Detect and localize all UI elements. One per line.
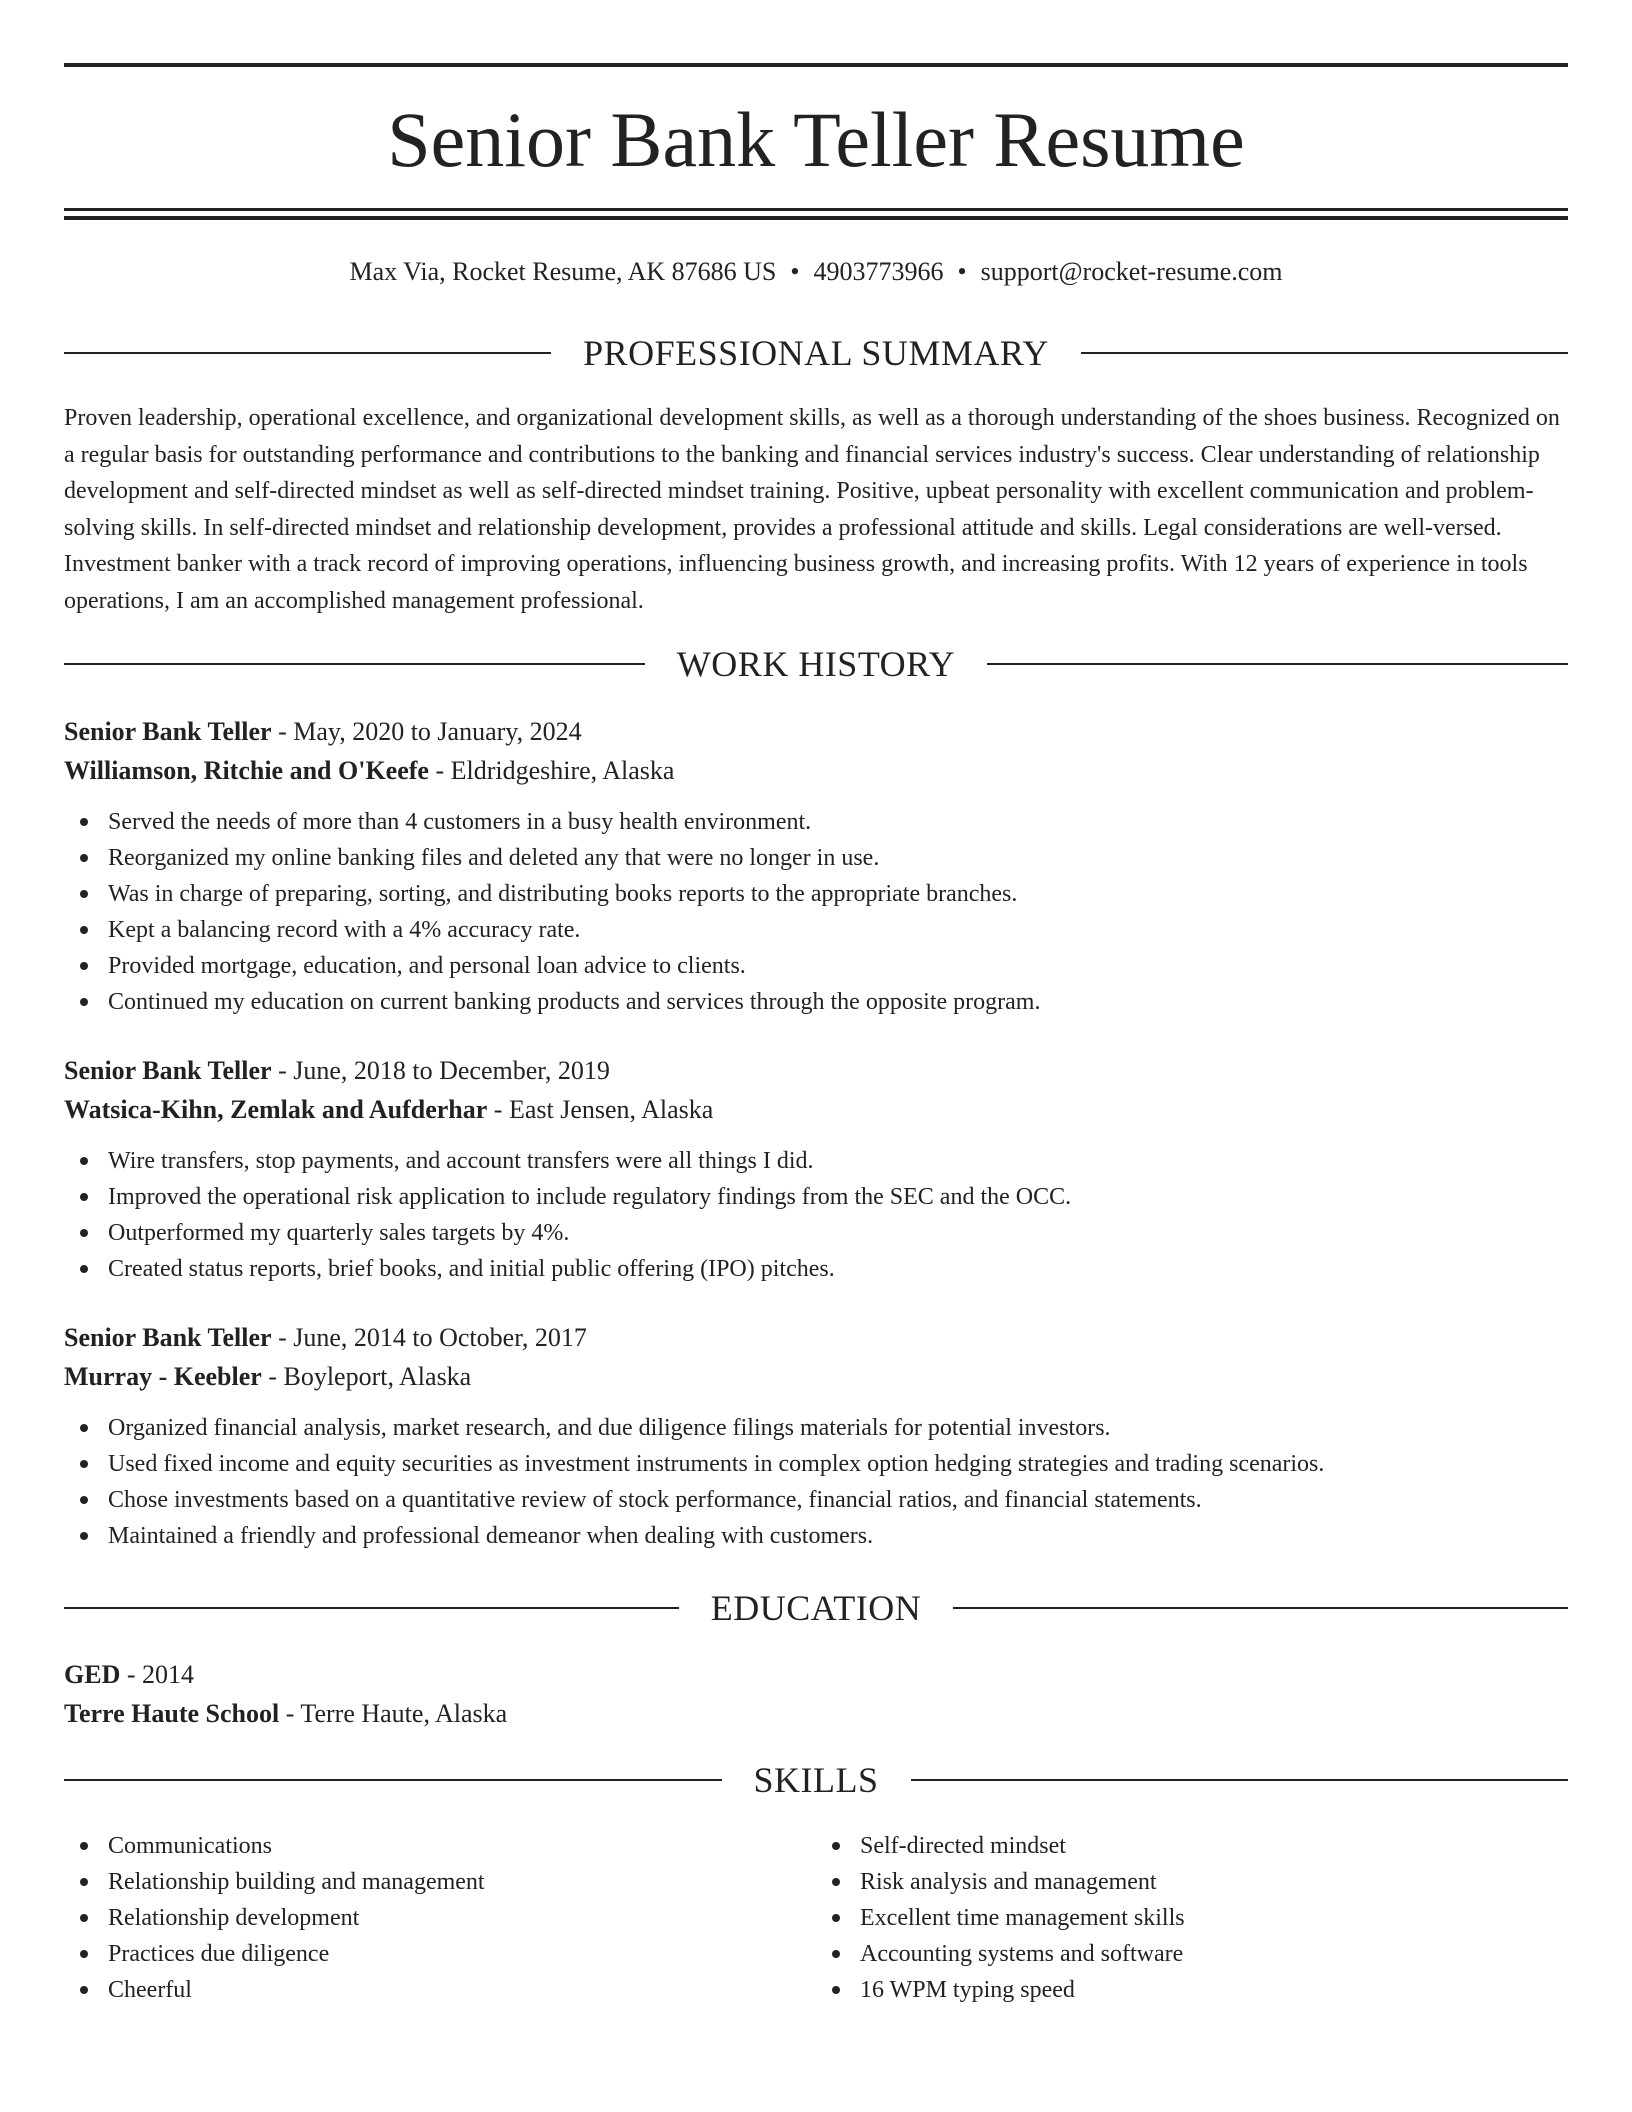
section-rule-left: [64, 663, 645, 665]
job-title: Senior Bank Teller: [64, 1056, 272, 1085]
list-item: [816, 1900, 1568, 1936]
contact-address: Max Via, Rocket Resume, AK 87686 US: [349, 257, 777, 286]
list-item: [64, 1900, 816, 1936]
bullet-text: Created status reports, brief books, and initial public offering (IPO) pitches.: [108, 1256, 835, 1282]
list-item: [64, 984, 1568, 1020]
contact-separator: •: [957, 257, 967, 286]
list-item: [64, 1410, 1568, 1446]
bullet-text: Wire transfers, stop payments, and account transfers were all things I did.: [108, 1148, 814, 1174]
skill-text: Risk analysis and management: [860, 1869, 1157, 1895]
section-title-skills: SKILLS: [753, 1760, 879, 1800]
job-entry: [64, 1051, 1568, 1287]
skill-text: Self-directed mindset: [860, 1833, 1066, 1859]
skill-text: Excellent time management skills: [860, 1905, 1185, 1931]
section-title-summary: PROFESSIONAL SUMMARY: [583, 333, 1049, 373]
skills-column-right: [816, 1828, 1568, 2008]
bullet-text: Was in charge of preparing, sorting, and distributing books reports to the appropriate branches.: [108, 881, 1018, 907]
section-rule-left: [64, 1779, 722, 1781]
job-bullets: [64, 1143, 1568, 1287]
list-item: [64, 1972, 816, 2008]
title-rule-thin: [64, 208, 1568, 211]
section-header-education: [64, 1586, 1568, 1630]
section-header-summary: [64, 331, 1568, 375]
bullet-dot: [832, 1842, 840, 1850]
list-item: [64, 1215, 1568, 1251]
job-location: - Eldridgeshire, Alaska: [428, 756, 675, 785]
job-location: - Boyleport, Alaska: [261, 1362, 472, 1391]
bullet-dot: [80, 1496, 88, 1504]
skill-text: Relationship building and management: [108, 1869, 485, 1895]
bullet-dot: [80, 1914, 88, 1922]
bullet-dot: [80, 1842, 88, 1850]
contact-line: [64, 254, 1568, 290]
title-rule-thick: [64, 216, 1568, 220]
bullet-text: Used fixed income and equity securities as investment instruments in complex option hedging strategies and trading scenarios.: [108, 1451, 1325, 1477]
section-header-skills: [64, 1758, 1568, 1802]
job-bullets: [64, 804, 1568, 1020]
list-item: [64, 1936, 816, 1972]
education-school: Terre Haute School: [64, 1699, 280, 1728]
bullet-text: Continued my education on current banking products and services through the opposite program.: [108, 989, 1041, 1015]
bullet-text: Outperformed my quarterly sales targets by 4%.: [108, 1220, 570, 1246]
list-item: [64, 912, 1568, 948]
job-title-line: [64, 1051, 1568, 1090]
list-item: [816, 1936, 1568, 1972]
job-company-line: [64, 1357, 1568, 1396]
bullet-text: Improved the operational risk application to include regulatory findings from the SEC and the OCC.: [108, 1184, 1072, 1210]
bullet-dot: [832, 1950, 840, 1958]
bullet-dot: [832, 1986, 840, 1994]
list-item: [816, 1828, 1568, 1864]
education-location: - Terre Haute, Alaska: [279, 1699, 508, 1728]
job-title-line: [64, 1318, 1568, 1357]
education-degree-line: [64, 1655, 1568, 1694]
list-item: [64, 1518, 1568, 1554]
education-entry: [64, 1655, 1568, 1733]
job-entry: [64, 1318, 1568, 1554]
bullet-text: Organized financial analysis, market research, and due diligence filings materials for potential investors.: [108, 1415, 1111, 1441]
bullet-dot: [80, 854, 88, 862]
section-rule-right: [911, 1779, 1569, 1781]
skill-text: Relationship development: [108, 1905, 360, 1931]
summary-text: Proven leadership, operational excellence, and organizational development skills, as well as a thorough understanding of the shoes business. Recognized on a regular basis for outstanding performance and contributions to the banking and financial services industry's success. Clear understanding of relationship development and self-directed mindset as well as self-directed mindset training. Positive, upbeat personality with excellent communication and problem-solving skills. In self-directed mindset and relationship development, provides a professional attitude and skills. Legal considerations are well-versed. Investment banker with a track record of improving operations, influencing business growth, and increasing profits. With 12 years of experience in tools operations, I am an accomplished management professional.: [64, 405, 1560, 614]
contact-email: support@rocket-resume.com: [980, 257, 1283, 286]
bullet-dot: [80, 1193, 88, 1201]
skills-column-left: [64, 1828, 816, 2008]
bullet-text: Chose investments based on a quantitative review of stock performance, financial ratios, and financial statements.: [108, 1487, 1202, 1513]
list-item: [64, 1482, 1568, 1518]
list-item: [64, 1446, 1568, 1482]
bullet-text: Kept a balancing record with a 4% accuracy rate.: [108, 917, 581, 943]
bullet-text: Reorganized my online banking files and deleted any that were no longer in use.: [108, 845, 880, 871]
bullet-dot: [80, 1532, 88, 1540]
section-rule-left: [64, 1607, 679, 1609]
bullet-dot: [80, 1460, 88, 1468]
job-dates: - June, 2018 to December, 2019: [271, 1056, 610, 1085]
bullet-dot: [80, 1878, 88, 1886]
job-dates: - May, 2020 to January, 2024: [271, 717, 582, 746]
education-degree: GED: [64, 1660, 121, 1689]
bullet-text: Maintained a friendly and professional demeanor when dealing with customers.: [108, 1523, 874, 1549]
bullet-dot: [80, 1950, 88, 1958]
job-bullets: [64, 1410, 1568, 1554]
bullet-dot: [80, 1157, 88, 1165]
section-rule-right: [953, 1607, 1568, 1609]
bullet-dot: [80, 1229, 88, 1237]
bullet-text: Provided mortgage, education, and personal loan advice to clients.: [108, 953, 746, 979]
bullet-dot: [832, 1878, 840, 1886]
section-title-education: EDUCATION: [710, 1588, 922, 1628]
bullet-dot: [80, 818, 88, 826]
bullet-dot: [832, 1914, 840, 1922]
section-rule-right: [987, 663, 1568, 665]
bullet-dot: [80, 962, 88, 970]
section-header-work: [64, 642, 1568, 686]
list-item: [64, 1179, 1568, 1215]
list-item: [64, 1828, 816, 1864]
skill-text: Practices due diligence: [108, 1941, 330, 1967]
skills-list: [64, 1828, 1568, 2008]
section-rule-left: [64, 352, 551, 354]
contact-separator: •: [790, 257, 800, 286]
list-item: [64, 804, 1568, 840]
skill-text: Accounting systems and software: [860, 1941, 1184, 1967]
job-company-line: [64, 751, 1568, 790]
job-dates: - June, 2014 to October, 2017: [271, 1323, 587, 1352]
top-rule: [64, 63, 1568, 67]
skill-text: 16 WPM typing speed: [860, 1977, 1075, 2003]
bullet-dot: [80, 890, 88, 898]
contact-phone: 4903773966: [813, 257, 944, 286]
list-item: [64, 948, 1568, 984]
bullet-dot: [80, 1424, 88, 1432]
education-school-line: [64, 1694, 1568, 1733]
section-title-work: WORK HISTORY: [676, 644, 956, 684]
list-item: [816, 1864, 1568, 1900]
job-title: Senior Bank Teller: [64, 1323, 272, 1352]
resume-title: Senior Bank Teller Resume: [387, 96, 1245, 183]
list-item: [816, 1972, 1568, 2008]
list-item: [64, 876, 1568, 912]
job-entry: [64, 712, 1568, 1020]
job-company: Williamson, Ritchie and O'Keefe: [64, 756, 429, 785]
job-company: Murray - Keebler: [64, 1362, 262, 1391]
bullet-dot: [80, 1265, 88, 1273]
skill-text: Cheerful: [108, 1977, 192, 2003]
bullet-dot: [80, 926, 88, 934]
job-title-line: [64, 712, 1568, 751]
list-item: [64, 1251, 1568, 1287]
job-company: Watsica-Kihn, Zemlak and Aufderhar: [64, 1095, 488, 1124]
skill-text: Communications: [108, 1833, 272, 1859]
bullet-text: Served the needs of more than 4 customers in a busy health environment.: [108, 809, 812, 835]
job-location: - East Jensen, Alaska: [487, 1095, 714, 1124]
list-item: [64, 1864, 816, 1900]
job-company-line: [64, 1090, 1568, 1129]
bullet-dot: [80, 1986, 88, 1994]
section-rule-right: [1081, 352, 1568, 354]
education-year: - 2014: [120, 1660, 195, 1689]
bullet-dot: [80, 998, 88, 1006]
list-item: [64, 1143, 1568, 1179]
list-item: [64, 840, 1568, 876]
job-title: Senior Bank Teller: [64, 717, 272, 746]
